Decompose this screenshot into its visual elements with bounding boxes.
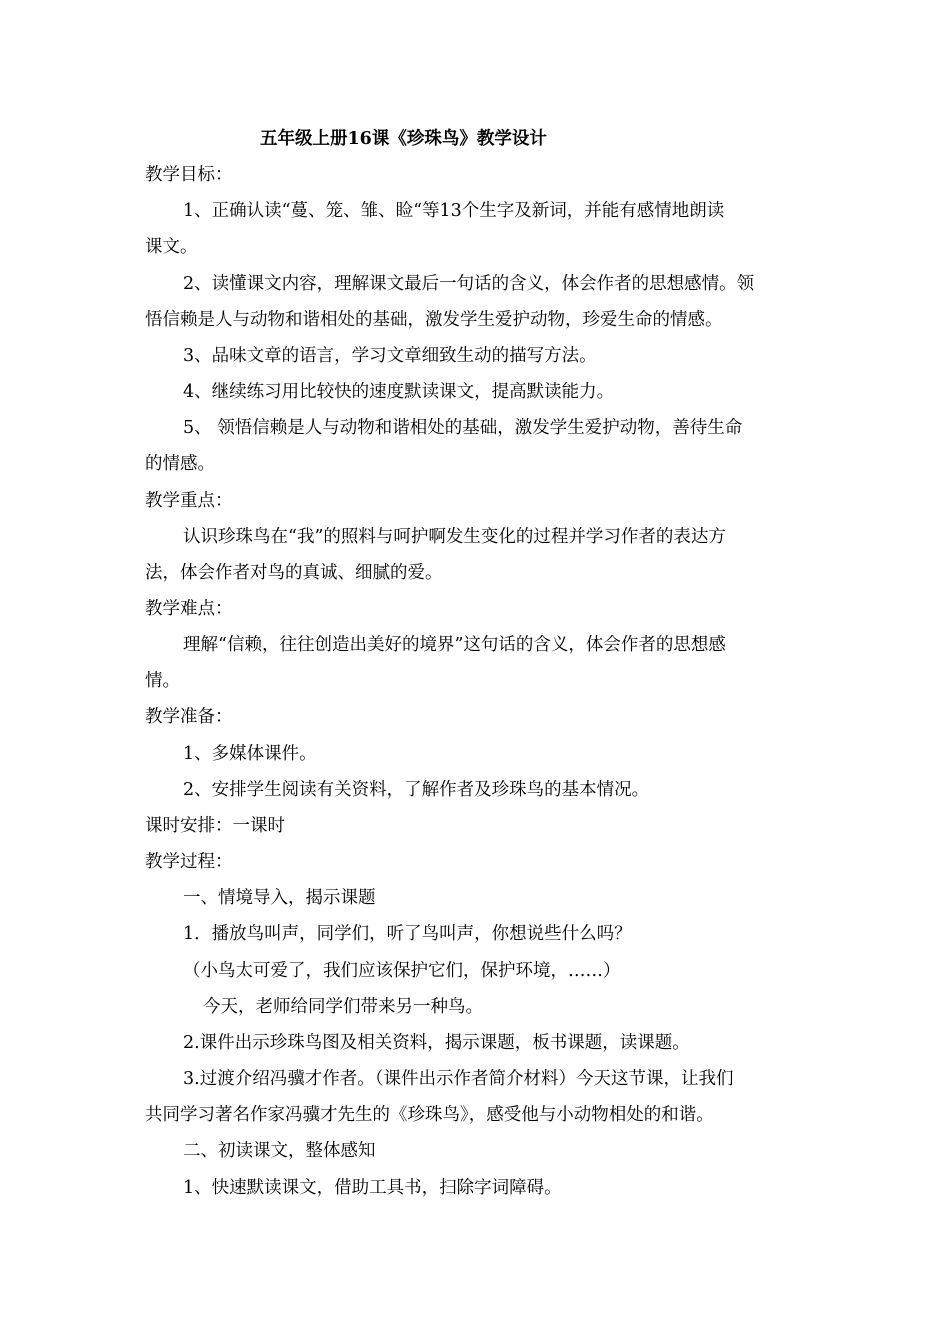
section-heading-difficulties: 教学难点： xyxy=(145,599,233,619)
subsection-heading: 一、情境导入，揭示课题 xyxy=(183,888,376,908)
section-heading-process: 教学过程： xyxy=(145,852,233,872)
paragraph-line: 3、品味文章的语言，学习文章细致生动的描写方法。 xyxy=(183,346,597,366)
paragraph-line: 理解“信赖，往往创造出美好的境界”这句话的含义，体会作者的思想感 xyxy=(183,635,726,655)
paragraph-line: （小鸟太可爱了，我们应该保护它们，保护环境，……） xyxy=(183,961,621,981)
paragraph-line: 3.过渡介绍冯骥才作者。（课件出示作者简介材料）今天这节课，让我们 xyxy=(183,1069,734,1089)
document-title: 五年级上册16课《珍珠鸟》教学设计 xyxy=(260,129,547,149)
section-heading-preparation: 教学准备： xyxy=(145,707,233,727)
paragraph-line: 1、快速默读课文，借助工具书，扫除字词障碍。 xyxy=(183,1178,562,1198)
paragraph-line: 2、读懂课文内容，理解课文最后一句话的含义，体会作者的思想感情。领 xyxy=(183,274,755,294)
paragraph-line: 悟信赖是人与动物和谐相处的基础，激发学生爱护动物，珍爱生命的情感。 xyxy=(145,310,723,330)
paragraph-line: 课文。 xyxy=(145,237,198,257)
subsection-heading: 二、初读课文，整体感知 xyxy=(183,1141,376,1161)
section-heading-key-points: 教学重点： xyxy=(145,491,233,511)
section-heading-schedule: 课时安排：一课时 xyxy=(145,816,285,836)
paragraph-line: 法，体会作者对鸟的真诚、细腻的爱。 xyxy=(145,563,443,583)
paragraph-line: 1．播放鸟叫声，同学们，听了鸟叫声，你想说些什么吗？ xyxy=(183,924,632,944)
paragraph-line: 共同学习著名作家冯骥才先生的《珍珠鸟》，感受他与小动物相处的和谐。 xyxy=(145,1105,714,1125)
paragraph-line: 的情感。 xyxy=(145,454,215,474)
paragraph-line: 认识珍珠鸟在“我”的照料与呵护啊发生变化的过程并学习作者的表达方 xyxy=(183,527,726,547)
paragraph-line: 2、安排学生阅读有关资料，了解作者及珍珠鸟的基本情况。 xyxy=(183,780,650,800)
paragraph-line: 情。 xyxy=(145,671,180,691)
paragraph-line: 今天，老师给同学们带来另一种鸟。 xyxy=(203,997,483,1017)
paragraph-line: 1、多媒体课件。 xyxy=(183,744,317,764)
paragraph-line: 5、 领悟信赖是人与动物和谐相处的基础，激发学生爱护动物，善待生命 xyxy=(183,418,743,438)
section-heading-objectives: 教学目标： xyxy=(145,165,233,185)
paragraph-line: 1、正确认读“蔓、笼、雏、睑“等13个生字及新词，并能有感情地朗读 xyxy=(183,201,725,221)
paragraph-line: 2.课件出示珍珠鸟图及相关资料，揭示课题，板书课题，读课题。 xyxy=(183,1033,690,1053)
paragraph-line: 4、继续练习用比较快的速度默读课文，提高默读能力。 xyxy=(183,382,615,402)
